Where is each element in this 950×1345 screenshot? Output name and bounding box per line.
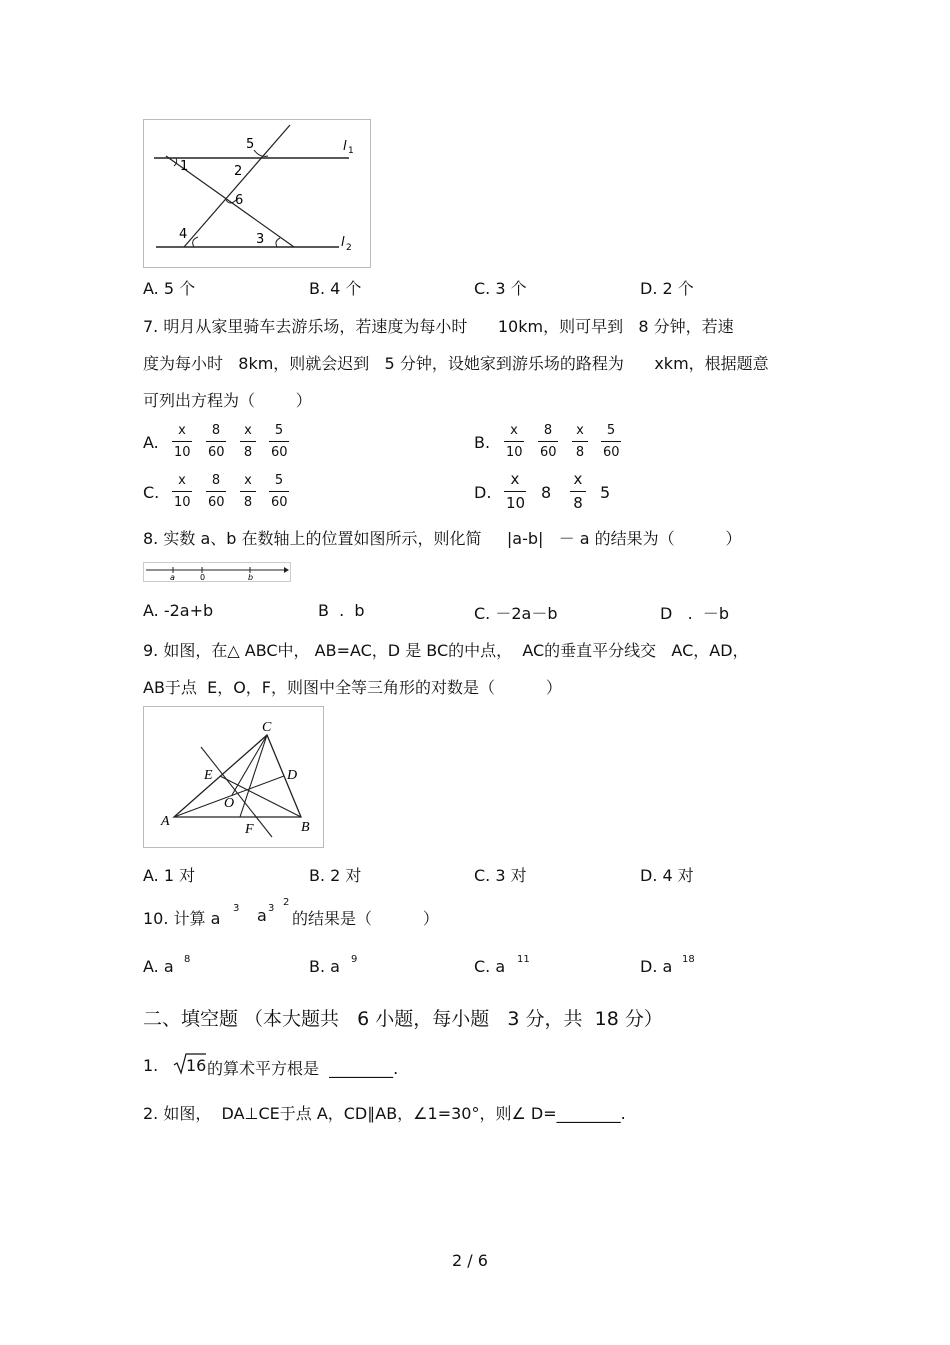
q7-c-frac3: [240, 474, 256, 509]
q7-option-c-label: C.: [143, 483, 160, 502]
q9-text-line1: 9. 如图，在△ ABC中， AB=AC，D 是 BC的中点， AC的垂直平分线交 AC，AD，: [143, 641, 749, 660]
point-d-label: D: [287, 768, 298, 783]
q7-d-frac1-num: x: [510, 470, 520, 488]
q7-d-term2: 5: [600, 483, 611, 502]
q8-option-d: D . －b: [660, 604, 729, 623]
q7-a-frac2-num: 8: [211, 423, 221, 438]
angle-3-label: 3: [256, 232, 265, 247]
q7-c-frac4-num: 5: [274, 473, 284, 488]
point-f-label: F: [245, 822, 254, 837]
q10-option-d-exp: 18: [682, 954, 695, 965]
q7-b-frac4-den: 60: [603, 445, 620, 460]
number-line-a-label: a: [170, 573, 175, 581]
q7-a-frac1: [172, 424, 192, 459]
q7-option-b-label: B.: [474, 433, 491, 452]
q7-c-frac2-num: 8: [211, 473, 221, 488]
number-line-svg: [144, 563, 290, 581]
line-l2-subscript: 2: [346, 243, 352, 253]
q10-prefix: 10. 计算 a: [143, 909, 221, 928]
q8-option-c: C. －2a－b: [474, 604, 558, 623]
q7-a-frac4: [269, 424, 289, 459]
q7-a-frac1-num: x: [178, 423, 186, 438]
angle-2-label: 2: [234, 164, 243, 179]
q7-c-frac3-den: 8: [243, 495, 253, 510]
triangle-svg: [144, 707, 323, 847]
q7-c-frac2: [206, 474, 226, 509]
q7-b-frac3: [572, 424, 588, 459]
section-2-title: 二、填空题 （本大题共 6 小题，每小题 3 分，共 18 分）: [143, 1008, 663, 1030]
q7-c-frac1: [172, 474, 192, 509]
q10-option-c-exp: 11: [517, 954, 530, 965]
q10-option-d: D. a: [640, 957, 673, 976]
q10-option-a-exp: 8: [184, 954, 191, 965]
q7-a-frac2-den: 60: [208, 445, 225, 460]
q7-b-frac2: [538, 424, 558, 459]
q7-a-frac4-den: 60: [271, 445, 288, 460]
q7-a-frac3-den: 8: [243, 445, 253, 460]
q7-text-line2: 度为每小时 8km，则就会迟到 5 分钟，设她家到游乐场的路程为 xkm，根据题意: [143, 354, 769, 373]
number-line-zero-label: 0: [200, 573, 206, 581]
q7-text-line3: 可列出方程为（ ）: [143, 391, 312, 410]
q7-a-frac3-num: x: [244, 423, 252, 438]
q7-b-frac4-num: 5: [606, 423, 616, 438]
triangle-figure: [143, 706, 324, 848]
q7-c-frac4: [269, 474, 289, 509]
q7-c-frac1-den: 10: [174, 495, 191, 510]
q7-text-line1: 7. 明月从家里骑车去游乐场，若速度为每小时 10km，则可早到 8 分钟，若速: [143, 317, 734, 336]
angle-6-label: 6: [235, 193, 244, 208]
q7-c-frac4-den: 60: [271, 495, 288, 510]
q7-option-d-label: D.: [474, 483, 492, 502]
parallel-lines-figure: [143, 119, 371, 268]
q7-d-frac2-num: x: [573, 470, 583, 488]
q10-option-b: B. a: [309, 957, 340, 976]
q7-b-frac3-den: 8: [575, 445, 585, 460]
q10-exp2: 3: [268, 903, 275, 914]
q7-b-frac2-num: 8: [543, 423, 553, 438]
q10-option-b-exp: 9: [351, 954, 358, 965]
number-line-b-label: b: [248, 573, 254, 581]
point-e-label: E: [204, 768, 213, 783]
q9-option-a: A. 1 对: [143, 866, 196, 885]
angle-4-label: 4: [179, 227, 188, 242]
line-l1-subscript: 1: [348, 146, 354, 156]
q7-a-frac3: [240, 424, 256, 459]
radicand: 16: [186, 1056, 207, 1075]
q7-c-frac3-num: x: [244, 473, 252, 488]
q7-b-frac1-num: x: [510, 423, 518, 438]
page-number: 2 / 6: [452, 1251, 488, 1270]
q7-d-frac1: [504, 472, 526, 511]
q10-exp3: 2: [283, 897, 290, 908]
q7-option-a-label: A.: [143, 433, 159, 452]
line-l1-label: l: [343, 139, 347, 154]
q6-option-b: B. 4 个: [309, 279, 362, 298]
fill-2-text: 2. 如图， DA⊥CE于点 A，CD∥AB，∠1=30°，则∠ D=________.: [143, 1104, 626, 1123]
q10-option-c: C. a: [474, 957, 506, 976]
q7-d-frac2-den: 8: [573, 494, 583, 512]
q8-option-a: A. -2a+b: [143, 601, 214, 620]
q6-option-d: D. 2 个: [640, 279, 694, 298]
vertex-c-label: C: [262, 720, 272, 735]
q7-a-frac4-num: 5: [274, 423, 284, 438]
point-o-label: O: [224, 796, 235, 811]
number-line-figure: [143, 562, 291, 582]
q7-b-frac2-den: 60: [540, 445, 557, 460]
vertex-a-label: A: [161, 814, 170, 829]
q10-mid: a: [257, 906, 267, 925]
q7-c-frac1-num: x: [178, 473, 186, 488]
q7-d-frac1-den: 10: [506, 494, 526, 512]
q7-b-frac1: [504, 424, 524, 459]
q7-b-frac3-num: x: [576, 423, 584, 438]
q9-text-line2: AB于点 E，O，F，则图中全等三角形的对数是（ ）: [143, 678, 562, 697]
q8-option-b: B . b: [318, 601, 365, 620]
q10-suffix: 的结果是（ ）: [292, 909, 439, 928]
vertex-b-label: B: [301, 820, 310, 835]
fill-1-text: 的算术平方根是 ________.: [207, 1059, 399, 1078]
fill-1-number: 1.: [143, 1056, 159, 1075]
parallel-lines-svg: [144, 120, 370, 267]
q10-option-a: A. a: [143, 957, 174, 976]
q9-option-d: D. 4 对: [640, 866, 694, 885]
q7-a-frac1-den: 10: [174, 445, 191, 460]
q7-d-term1: 8: [541, 483, 552, 502]
q7-a-frac2: [206, 424, 226, 459]
q7-c-frac2-den: 60: [208, 495, 225, 510]
q7-d-frac2: [570, 472, 586, 511]
line-l2-label: l: [341, 235, 345, 250]
q6-option-a: A. 5 个: [143, 279, 196, 298]
q6-option-c: C. 3 个: [474, 279, 527, 298]
q9-option-b: B. 2 对: [309, 866, 362, 885]
q9-option-c: C. 3 对: [474, 866, 527, 885]
q10-exp1: 3: [233, 903, 240, 914]
q7-b-frac4: [601, 424, 621, 459]
q7-b-frac1-den: 10: [506, 445, 523, 460]
q8-text: 8. 实数 a、b 在数轴上的位置如图所示，则化简 |a-b| － a 的结果为（ ）: [143, 529, 742, 548]
angle-1-label: 1: [180, 159, 189, 174]
angle-5-label: 5: [246, 137, 255, 152]
